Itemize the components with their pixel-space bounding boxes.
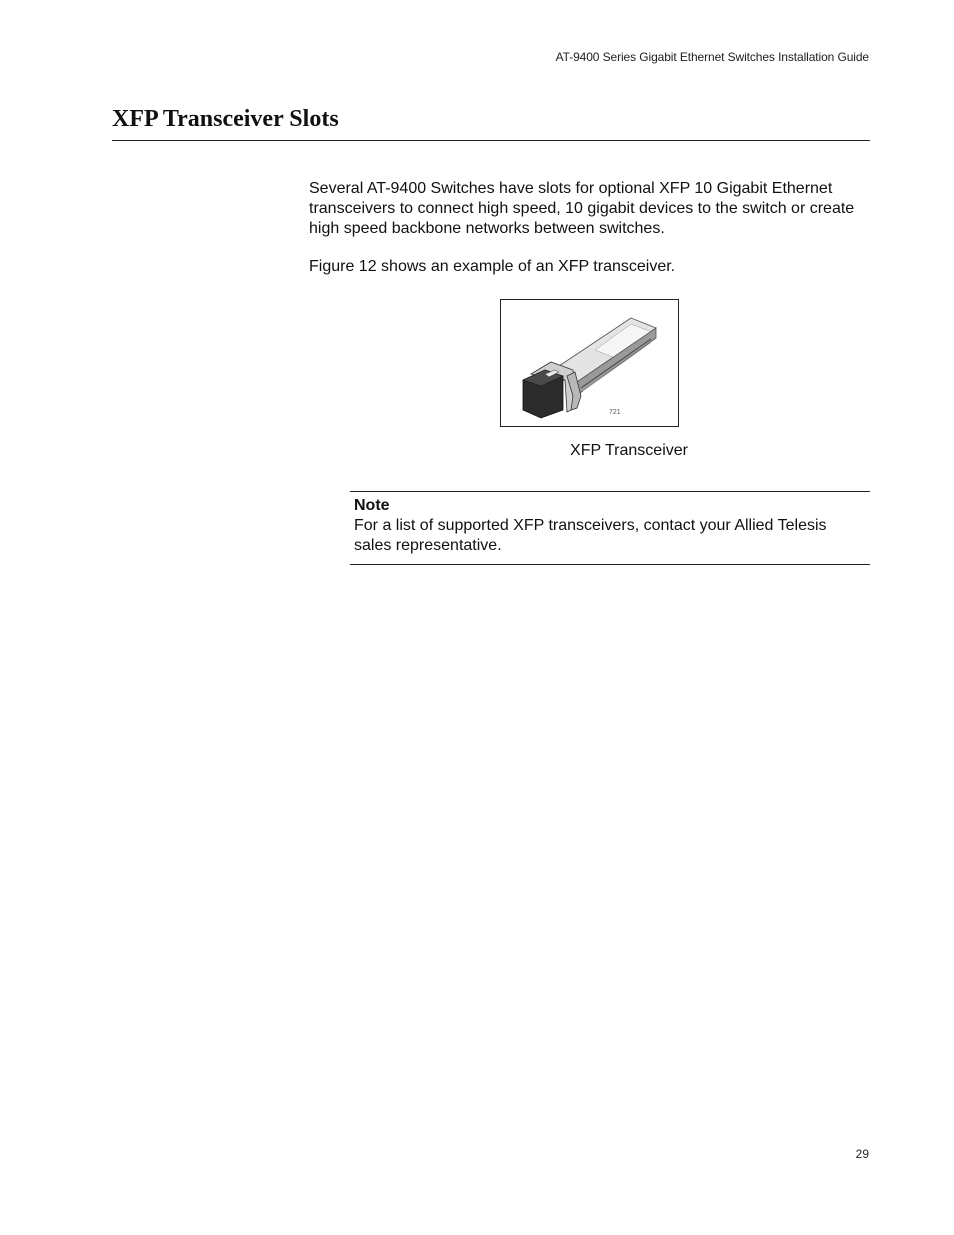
body-paragraph-2: Figure 12 shows an example of an XFP transceiver. — [309, 258, 676, 275]
note-box — [350, 491, 870, 565]
note-label: Note — [354, 497, 390, 514]
figure-number-label: 721 — [609, 409, 621, 416]
body-paragraph-1: Several AT-9400 Switches have slots for optional XFP 10 Gigabit Ethernet transceivers to connect high speed, 10 gigabit devices to the switch or create high speed backbone networks between switches. — [309, 180, 855, 237]
figure-box — [500, 299, 679, 427]
page-number: 29 — [855, 1147, 869, 1161]
section-title: XFP Transceiver Slots — [112, 106, 339, 132]
figure-caption: XFP Transceiver — [570, 442, 688, 459]
note-text: For a list of supported XFP transceivers, contact your Allied Telesis sales representative. — [354, 517, 827, 554]
running-header: AT-9400 Series Gigabit Ethernet Switches Installation Guide — [555, 50, 869, 64]
title-rule — [112, 140, 870, 141]
xfp-transceiver-illustration — [501, 300, 678, 426]
